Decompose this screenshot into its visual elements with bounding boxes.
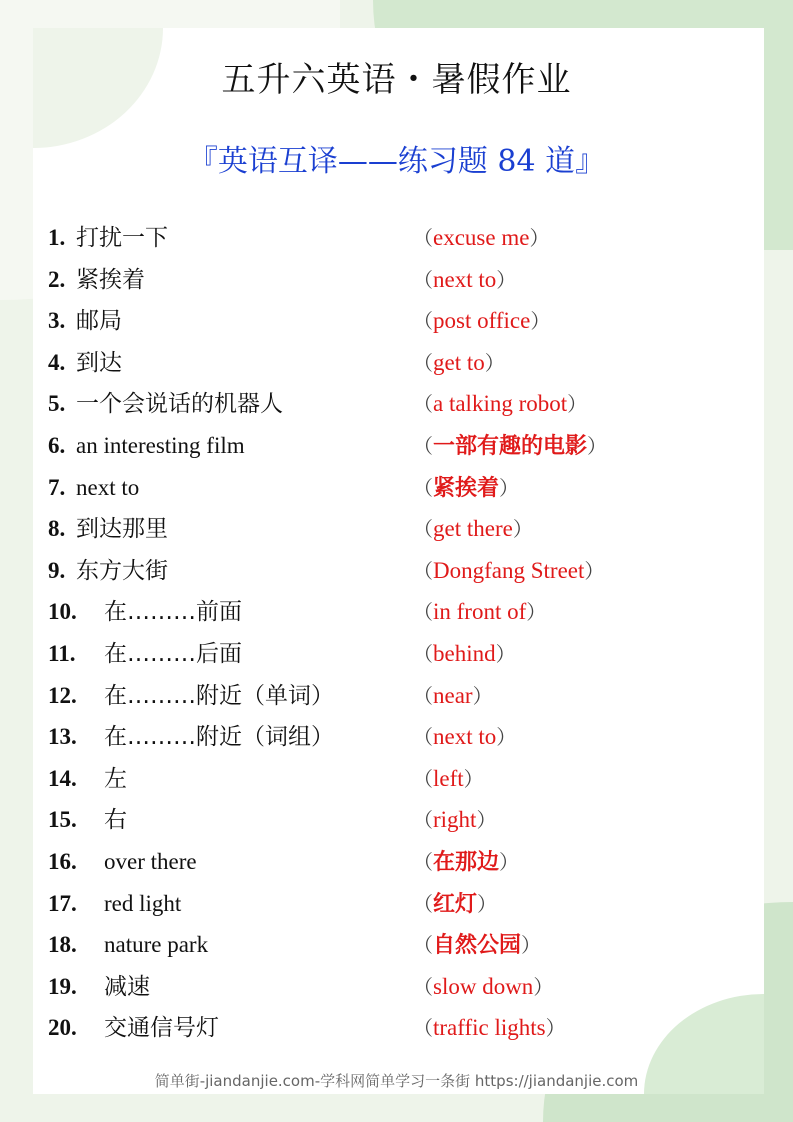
close-paren: ） — [587, 436, 608, 458]
answer-text: 红灯 — [433, 891, 478, 917]
answer-text: left — [433, 765, 464, 791]
answer-cell — [413, 925, 541, 966]
question-text: 邮局 — [76, 308, 122, 335]
item-number: 10. — [48, 599, 77, 625]
item-number: 15. — [48, 807, 77, 833]
open-paren: （ — [413, 935, 433, 958]
close-paren: ） — [484, 352, 505, 375]
answer-cell — [413, 634, 516, 675]
answer-cell — [413, 592, 546, 633]
answer-text: behind — [433, 641, 496, 666]
item-number: 3. — [48, 308, 66, 334]
close-paren: ） — [472, 685, 493, 708]
answer-text: next to — [433, 724, 497, 750]
close-paren: ） — [530, 311, 551, 334]
exercise-row — [0, 967, 793, 1007]
item-number: 1. — [48, 225, 66, 250]
exercise-row — [0, 925, 793, 965]
exercise-row — [0, 759, 793, 799]
question-text: over there — [104, 849, 197, 874]
open-paren: （ — [413, 644, 433, 666]
item-number: 20. — [48, 1015, 77, 1041]
open-paren: （ — [413, 436, 433, 458]
question-text: 右 — [104, 807, 127, 834]
question-text: 一个会说话的机器人 — [76, 391, 283, 418]
answer-cell — [413, 759, 484, 800]
close-paren: ） — [496, 727, 517, 750]
item-number: 19. — [48, 973, 77, 999]
question-text: 在………附近（词组） — [104, 724, 334, 751]
open-paren: （ — [413, 768, 433, 791]
open-paren: （ — [413, 394, 433, 417]
item-number: 16. — [48, 849, 77, 874]
close-paren: ） — [499, 852, 520, 874]
footer-watermark: 简单街-jiandanjie.com-学科网简单学习一条街 https://jiandanjie.com — [154, 1072, 639, 1090]
answer-cell — [413, 676, 493, 717]
answer-cell — [413, 301, 550, 342]
question-text: 到达 — [76, 349, 122, 376]
exercise-row — [0, 301, 793, 341]
exercise-row — [0, 842, 793, 882]
question-text: red light — [104, 890, 182, 916]
answer-text: excuse me — [433, 225, 530, 250]
open-paren: （ — [413, 1018, 433, 1041]
question-text: nature park — [104, 932, 209, 958]
item-number: 8. — [48, 516, 66, 542]
close-paren: ） — [526, 602, 547, 625]
exercise-row — [0, 676, 793, 716]
answer-text: get there — [433, 516, 513, 542]
open-paren: （ — [413, 727, 433, 750]
exercise-row — [0, 884, 793, 924]
question-text: 在………后面 — [104, 641, 242, 667]
answer-text: 在那边 — [433, 850, 500, 875]
exercise-row — [0, 509, 793, 549]
answer-text: post office — [433, 308, 531, 334]
item-number: 5. — [48, 391, 66, 417]
exercise-row — [0, 800, 793, 840]
answer-cell — [413, 218, 549, 259]
open-paren: （ — [413, 269, 433, 292]
answer-text: a talking robot — [433, 391, 568, 417]
item-number: 11. — [48, 641, 76, 666]
item-number: 2. — [48, 266, 66, 292]
question-text: 东方大街 — [76, 557, 168, 584]
page-subtitle: 『英语互译——练习题 84 道』 — [187, 144, 606, 179]
answer-cell — [413, 468, 519, 509]
question-text: 在………附近（单词） — [104, 682, 334, 709]
open-paren: （ — [413, 810, 433, 833]
item-number: 17. — [48, 890, 77, 916]
answer-text: Dongfang Street — [433, 557, 585, 583]
exercise-row — [0, 634, 793, 674]
open-paren: （ — [413, 477, 433, 500]
question-text: 紧挨着 — [76, 266, 145, 293]
open-paren: （ — [413, 976, 433, 999]
item-number: 13. — [48, 724, 77, 750]
close-paren: ） — [512, 519, 533, 542]
answer-cell — [413, 800, 496, 841]
answer-cell — [413, 426, 607, 467]
open-paren: （ — [413, 519, 433, 542]
exercise-row — [0, 717, 793, 757]
question-text: 交通信号灯 — [104, 1015, 219, 1042]
answer-text: get to — [433, 349, 485, 375]
item-number: 7. — [48, 474, 66, 500]
answer-text: near — [433, 682, 473, 708]
item-number: 18. — [48, 932, 77, 958]
close-paren: ） — [463, 768, 484, 791]
answer-text: 自然公园 — [433, 933, 522, 959]
exercise-row — [0, 260, 793, 300]
answer-cell — [413, 260, 516, 301]
exercise-row — [0, 426, 793, 466]
close-paren: ） — [567, 394, 588, 417]
exercise-row — [0, 218, 793, 258]
close-paren: ） — [529, 228, 550, 250]
answer-text: right — [433, 807, 477, 833]
open-paren: （ — [413, 602, 433, 625]
exercise-row — [0, 468, 793, 508]
question-text: 到达那里 — [76, 516, 168, 543]
close-paren: ） — [584, 560, 605, 583]
question-text: 减速 — [104, 973, 150, 1000]
close-paren: ） — [496, 269, 517, 292]
close-paren: ） — [533, 976, 554, 999]
open-paren: （ — [413, 893, 433, 916]
answer-cell — [413, 967, 553, 1008]
close-paren: ） — [545, 1018, 566, 1041]
item-number: 14. — [48, 765, 77, 791]
question-text: 打扰一下 — [76, 225, 168, 251]
open-paren: （ — [413, 560, 433, 583]
item-number: 6. — [48, 433, 66, 458]
open-paren: （ — [413, 685, 433, 708]
exercise-row — [0, 384, 793, 424]
answer-text: next to — [433, 266, 497, 292]
exercise-row — [0, 592, 793, 632]
answer-cell — [413, 384, 587, 425]
close-paren: ） — [499, 477, 520, 500]
open-paren: （ — [413, 311, 433, 334]
question-text: next to — [76, 474, 140, 500]
answer-cell — [413, 343, 505, 384]
item-number: 9. — [48, 557, 66, 583]
close-paren: ） — [521, 935, 542, 958]
answer-text: slow down — [433, 973, 534, 999]
page-title: 五升六英语・暑假作业 — [221, 60, 572, 100]
open-paren: （ — [413, 852, 433, 874]
exercise-row — [0, 551, 793, 591]
item-number: 12. — [48, 682, 77, 708]
item-number: 4. — [48, 349, 66, 375]
open-paren: （ — [413, 228, 433, 250]
open-paren: （ — [413, 352, 433, 375]
answer-cell — [413, 842, 519, 883]
answer-cell — [413, 717, 516, 758]
answer-text: 紧挨着 — [433, 475, 500, 501]
answer-cell — [413, 884, 497, 925]
answer-text: traffic lights — [433, 1015, 546, 1041]
exercise-row — [0, 343, 793, 383]
answer-cell — [413, 1008, 566, 1049]
question-text: 在………前面 — [104, 599, 242, 626]
answer-cell — [413, 509, 533, 550]
answer-text: in front of — [433, 599, 527, 625]
close-paren: ） — [495, 644, 516, 666]
close-paren: ） — [477, 893, 498, 916]
close-paren: ） — [476, 810, 497, 833]
exercise-row — [0, 1008, 793, 1048]
question-text: an interesting film — [76, 433, 245, 458]
answer-cell — [413, 551, 604, 592]
question-text: 左 — [104, 765, 127, 792]
answer-text: 一部有趣的电影 — [433, 434, 588, 459]
